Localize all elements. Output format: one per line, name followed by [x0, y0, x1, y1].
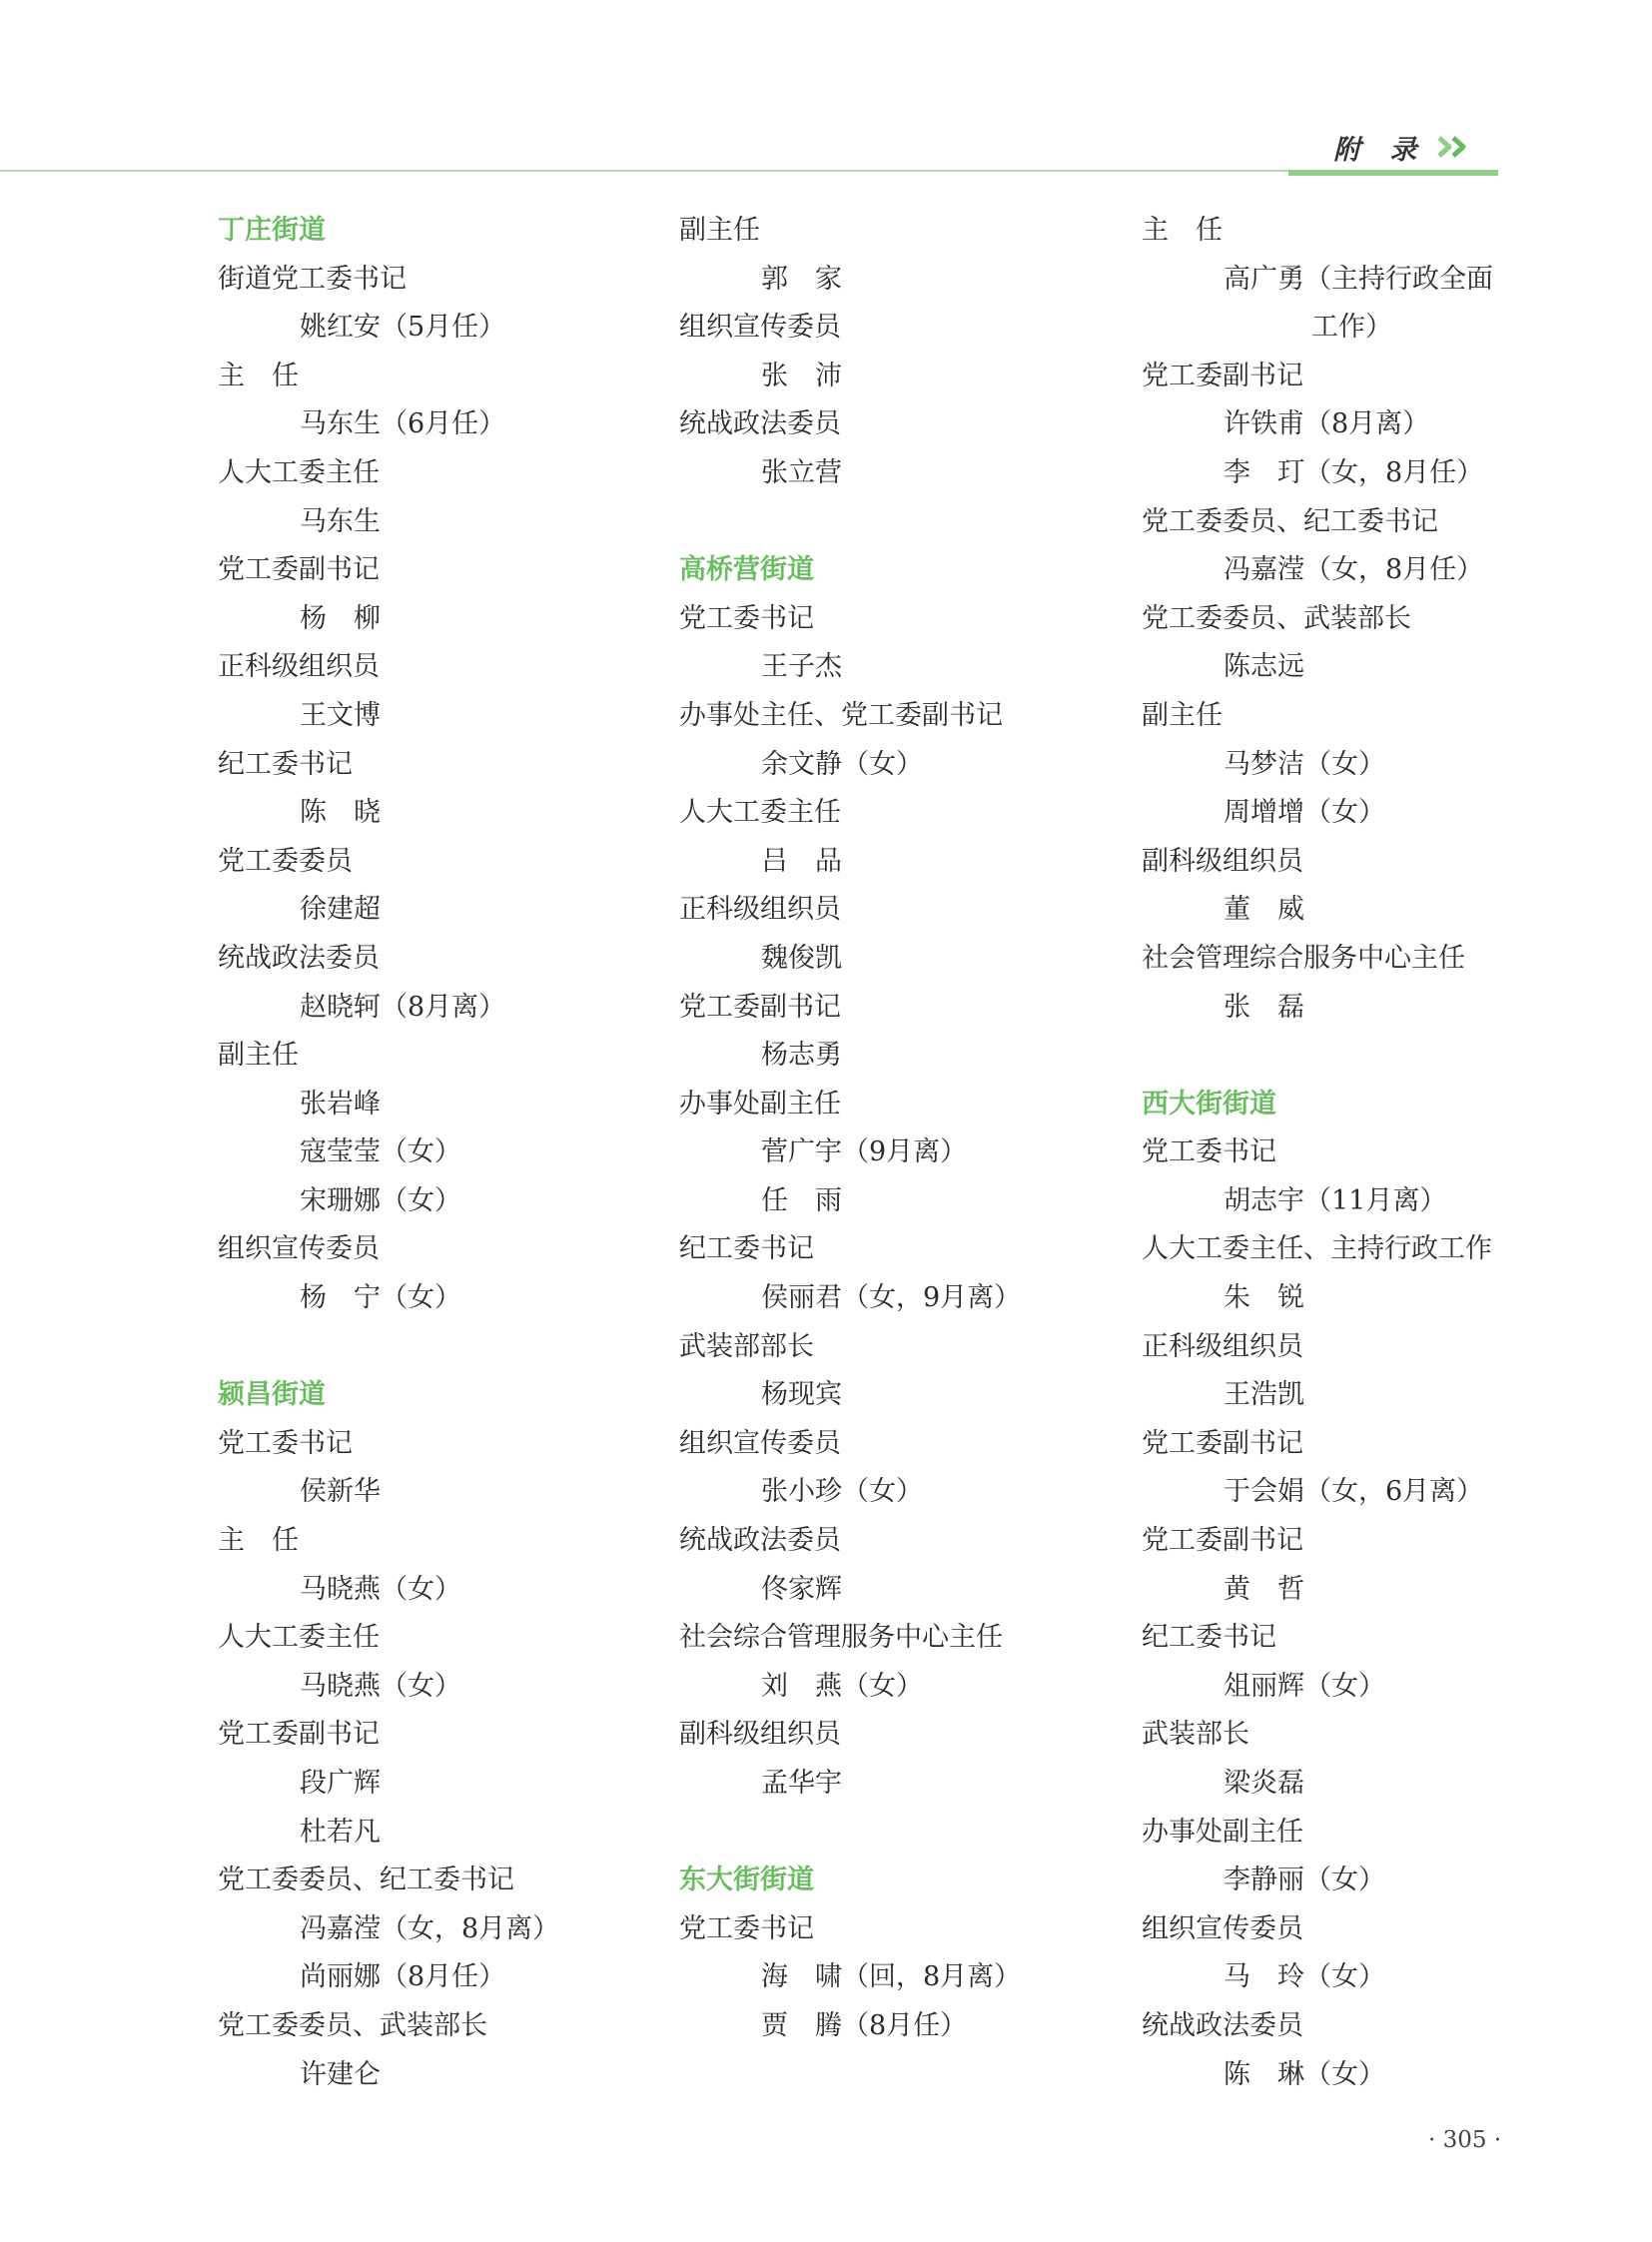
position-title: 党工委副书记: [679, 991, 841, 1023]
person-name: 杨 柳: [300, 602, 381, 634]
person-name: 马东生: [300, 505, 381, 537]
position-title: 正科级组织员: [679, 894, 841, 926]
position-title: 正科级组织员: [218, 651, 380, 683]
person-name: 马梦洁（女）: [1224, 748, 1385, 780]
position-title: 人大工委主任、主持行政工作: [1142, 1233, 1492, 1265]
position-title: 武装部长: [1142, 1719, 1249, 1751]
position-title: 党工委书记: [679, 1912, 814, 1944]
column-3: [1142, 207, 1601, 2099]
section-spacer: [218, 1323, 657, 1372]
person-name: 高广勇（主持行政全面: [1224, 263, 1493, 295]
subdistrict-heading: 高桥营街道: [679, 554, 814, 586]
position-title: 副主任: [679, 215, 760, 246]
position-title: 统战政法委员: [218, 942, 380, 974]
person-name: 张岩峰: [300, 1088, 381, 1120]
person-name: 尚丽娜（8月任）: [300, 1961, 506, 1993]
person-name: 佟家辉: [761, 1573, 842, 1605]
person-name: 于会娟（女，6月离）: [1224, 1476, 1484, 1508]
person-name: 朱 锐: [1224, 1282, 1304, 1314]
position-title: 纪工委书记: [679, 1233, 814, 1265]
person-name: 张 沛: [761, 360, 842, 391]
position-title: 组织宣传委员: [218, 1233, 380, 1265]
position-title: 党工委副书记: [218, 1719, 380, 1751]
position-title: 党工委副书记: [1142, 360, 1303, 391]
person-name: 菅广宇（9月离）: [761, 1136, 968, 1168]
person-name: 许建仑: [300, 2058, 381, 2090]
position-title: 正科级组织员: [1142, 1330, 1303, 1362]
position-title: 社会综合管理服务中心主任: [679, 1622, 1003, 1654]
column-2: [679, 207, 1119, 2051]
position-title: 主 任: [1142, 215, 1223, 246]
position-title: 党工委委员: [218, 845, 353, 877]
position-title: 组织宣传委员: [679, 312, 841, 344]
person-name: 赵晓轲（8月离）: [300, 991, 506, 1023]
person-name: 张 磊: [1224, 991, 1304, 1023]
position-title: 党工委委员、纪工委书记: [218, 1865, 514, 1896]
position-title: 统战政法委员: [1142, 2009, 1303, 2041]
column-1: [218, 207, 657, 2099]
person-name: 姚红安（5月任）: [300, 312, 506, 344]
person-name: 王浩凯: [1224, 1379, 1304, 1411]
position-title: 社会管理综合服务中心主任: [1142, 942, 1465, 974]
person-name: 杜若凡: [300, 1816, 381, 1848]
position-title: 副主任: [218, 1040, 299, 1072]
position-title: 人大工委主任: [679, 797, 841, 829]
position-title: 主 任: [218, 1525, 299, 1557]
position-title: 党工委书记: [1142, 1136, 1276, 1168]
person-name: 吕 品: [761, 845, 842, 877]
person-name: 马晓燕（女）: [300, 1573, 461, 1605]
person-name: 陈 琳（女）: [1224, 2058, 1385, 2090]
person-name: 马东生（6月任）: [300, 408, 506, 440]
section-spacer: [679, 498, 1119, 547]
subdistrict-heading: 西大街街道: [1142, 1088, 1276, 1120]
person-name: 陈志远: [1224, 651, 1304, 683]
position-title: 党工委书记: [218, 1427, 353, 1459]
subdistrict-heading: 颍昌街道: [218, 1379, 326, 1411]
person-name: 任 雨: [761, 1184, 842, 1216]
person-name: 李静丽（女）: [1224, 1865, 1385, 1896]
section-spacer: [1142, 1032, 1601, 1081]
person-name: 孟华宇: [761, 1768, 842, 1799]
position-title: 统战政法委员: [679, 1525, 841, 1557]
position-title: 组织宣传委员: [679, 1427, 841, 1459]
person-name: 余文静（女）: [761, 748, 923, 780]
person-name: 贾 腾（8月任）: [761, 2009, 968, 2041]
position-title: 办事处主任、党工委副书记: [679, 699, 1003, 731]
position-title: 党工委书记: [679, 602, 814, 634]
position-title: 街道党工委书记: [218, 263, 407, 295]
person-name: 梁炎磊: [1224, 1768, 1304, 1799]
position-title: 人大工委主任: [218, 456, 380, 488]
subdistrict-heading: 东大街街道: [679, 1865, 814, 1896]
subdistrict-heading: 丁庄街道: [218, 215, 326, 246]
person-name: 王文博: [300, 699, 381, 731]
person-name: 杨 宁（女）: [300, 1282, 461, 1314]
person-name: 冯嘉滢（女，8月任）: [1224, 554, 1484, 586]
person-name: 徐建超: [300, 894, 381, 926]
person-name: 张立营: [761, 456, 842, 488]
position-title: 党工委委员、纪工委书记: [1142, 505, 1438, 537]
double-chevron-right-icon: [1435, 132, 1475, 162]
person-name: 海 啸（回，8月离）: [761, 1961, 1022, 1993]
person-name: 侯新华: [300, 1476, 381, 1508]
position-title: 办事处副主任: [679, 1088, 841, 1120]
person-name: 胡志宇（11月离）: [1224, 1184, 1447, 1216]
position-title: 办事处副主任: [1142, 1816, 1303, 1848]
position-title: 副科级组织员: [679, 1719, 841, 1751]
person-name: 刘 燕（女）: [761, 1670, 923, 1702]
position-title: 党工委委员、武装部长: [1142, 602, 1411, 634]
page-number: · 305 ·: [1428, 2127, 1502, 2153]
person-name: 寇莹莹（女）: [300, 1136, 461, 1168]
person-name: 王子杰: [761, 651, 842, 683]
person-name: 杨现宾: [761, 1379, 842, 1411]
position-title: 统战政法委员: [679, 408, 841, 440]
position-title: 纪工委书记: [1142, 1622, 1276, 1654]
person-name: 侯丽君（女，9月离）: [761, 1282, 1022, 1314]
person-name: 许铁甫（8月离）: [1224, 408, 1430, 440]
person-name: 魏俊凯: [761, 942, 842, 974]
person-name: 郭 家: [761, 263, 842, 295]
header-accent-bar: [1288, 170, 1498, 176]
person-name: 黄 哲: [1224, 1573, 1304, 1605]
position-title: 副科级组织员: [1142, 845, 1303, 877]
position-title: 组织宣传委员: [1142, 1912, 1303, 1944]
person-name: 工作）: [1311, 312, 1392, 344]
position-title: 纪工委书记: [218, 748, 353, 780]
person-name: 陈 晓: [300, 797, 381, 829]
person-name: 周增增（女）: [1224, 797, 1385, 829]
person-name: 李 玎（女，8月任）: [1224, 456, 1484, 488]
person-name: 段广辉: [300, 1768, 381, 1799]
person-name: 冯嘉滢（女，8月离）: [300, 1912, 560, 1944]
person-name: 张小珍（女）: [761, 1476, 923, 1508]
position-title: 党工委副书记: [1142, 1525, 1303, 1557]
person-name: 马 玲（女）: [1224, 1961, 1385, 1993]
position-title: 党工委副书记: [218, 554, 380, 586]
section-spacer: [679, 1809, 1119, 1858]
person-name: 俎丽辉（女）: [1224, 1670, 1385, 1702]
position-title: 党工委委员、武装部长: [218, 2009, 487, 2041]
section-header-title: 附 录: [1333, 135, 1427, 166]
person-name: 杨志勇: [761, 1040, 842, 1072]
header-rule: [0, 170, 1498, 172]
position-title: 武装部部长: [679, 1330, 814, 1362]
person-name: 董 威: [1224, 894, 1304, 926]
person-name: 马晓燕（女）: [300, 1670, 461, 1702]
position-title: 主 任: [218, 360, 299, 391]
person-name: 宋珊娜（女）: [300, 1184, 461, 1216]
position-title: 人大工委主任: [218, 1622, 380, 1654]
position-title: 党工委副书记: [1142, 1427, 1303, 1459]
position-title: 副主任: [1142, 699, 1223, 731]
